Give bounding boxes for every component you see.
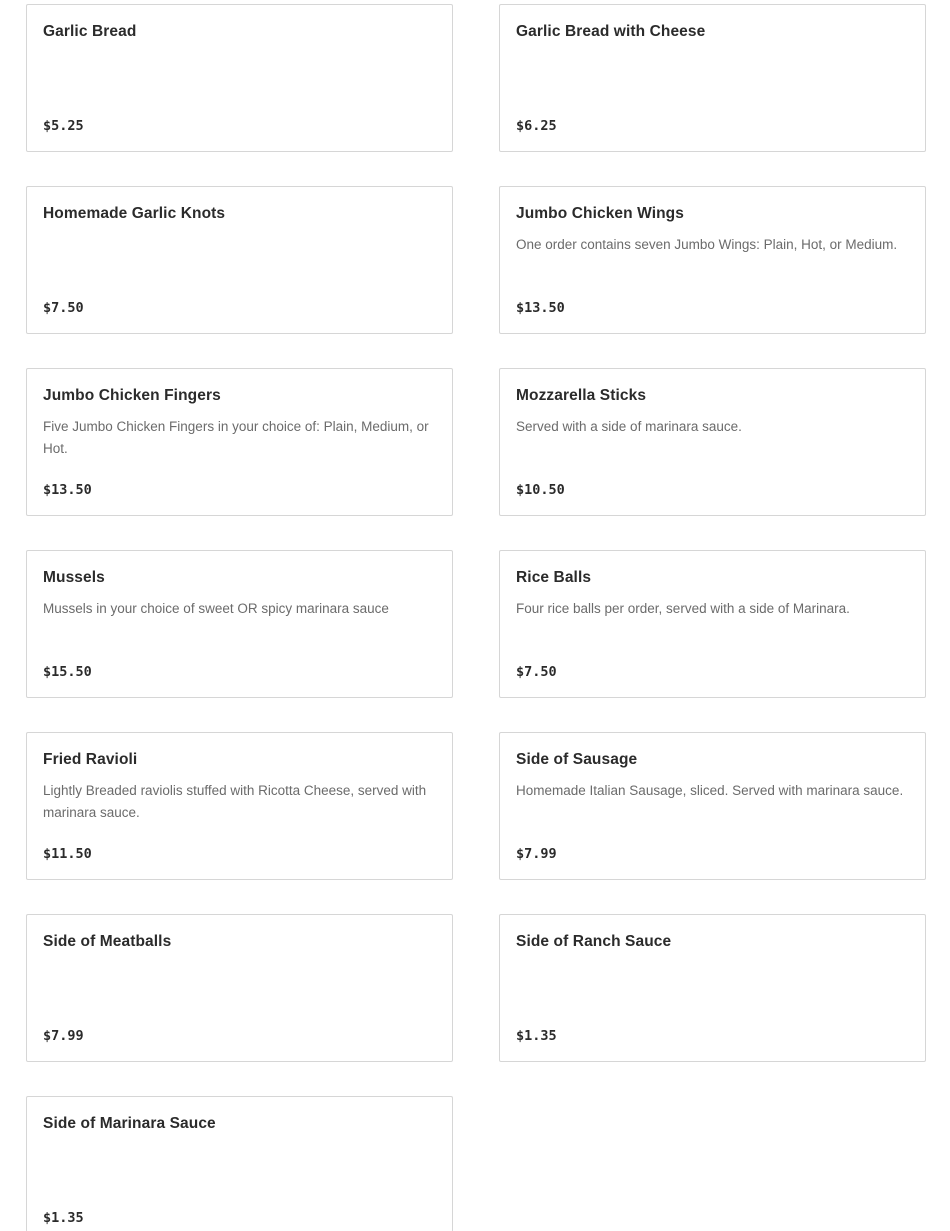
menu-item-price: $6.25 xyxy=(516,118,557,134)
menu-item-name: Side of Ranch Sauce xyxy=(516,933,672,950)
menu-item-name: Fried Ravioli xyxy=(43,751,138,768)
menu-item-description: Five Jumbo Chicken Fingers in your choice of: Plain, Medium, or Hot. xyxy=(43,419,429,456)
menu-item-price: $1.35 xyxy=(516,1028,557,1044)
menu-item-price: $11.50 xyxy=(43,846,92,862)
menu-item-card[interactable] xyxy=(26,1096,453,1231)
menu-item-name: Side of Meatballs xyxy=(43,933,172,950)
menu-item-description: Homemade Italian Sausage, sliced. Served with marinara sauce. xyxy=(516,783,904,798)
menu-item-price: $7.99 xyxy=(516,846,557,862)
menu-item-card[interactable] xyxy=(499,368,926,516)
menu-item-card[interactable] xyxy=(499,550,926,698)
menu-item-card[interactable] xyxy=(26,368,453,516)
menu-item-price: $7.99 xyxy=(43,1028,84,1044)
menu-item-name: Jumbo Chicken Fingers xyxy=(43,387,221,404)
menu-item-price: $5.25 xyxy=(43,118,84,134)
menu-item-price: $7.50 xyxy=(43,300,84,316)
menu-item-card[interactable] xyxy=(26,914,453,1062)
menu-item-card[interactable] xyxy=(499,732,926,880)
menu-item-card[interactable] xyxy=(499,4,926,152)
menu-item-description: Lightly Breaded raviolis stuffed with Ricotta Cheese, served with marinara sauce. xyxy=(43,783,427,820)
menu-item-card[interactable] xyxy=(26,186,453,334)
menu-item-name: Mozzarella Sticks xyxy=(516,387,647,404)
menu-item-name: Garlic Bread xyxy=(43,23,137,40)
menu-item-description: Four rice balls per order, served with a side of Marinara. xyxy=(516,601,850,616)
menu-item-name: Homemade Garlic Knots xyxy=(43,205,226,222)
menu-item-card[interactable] xyxy=(499,914,926,1062)
menu-item-description: One order contains seven Jumbo Wings: Plain, Hot, or Medium. xyxy=(516,237,898,252)
menu-item-price: $10.50 xyxy=(516,482,565,498)
menu-item-price: $1.35 xyxy=(43,1210,84,1226)
menu-item-name: Side of Marinara Sauce xyxy=(43,1115,216,1132)
menu-item-price: $13.50 xyxy=(516,300,565,316)
menu-item-price: $13.50 xyxy=(43,482,92,498)
menu-item-name: Rice Balls xyxy=(516,569,592,586)
menu-item-description: Served with a side of marinara sauce. xyxy=(516,419,742,434)
menu-item-price: $15.50 xyxy=(43,664,92,680)
menu-item-price: $7.50 xyxy=(516,664,557,680)
menu-item-card[interactable] xyxy=(26,4,453,152)
menu-item-card[interactable] xyxy=(499,186,926,334)
menu-item-card[interactable] xyxy=(26,732,453,880)
menu-item-name: Side of Sausage xyxy=(516,751,638,768)
menu-item-card[interactable] xyxy=(26,550,453,698)
menu-item-name: Garlic Bread with Cheese xyxy=(516,23,706,40)
menu-item-name: Jumbo Chicken Wings xyxy=(516,205,684,222)
menu-item-description: Mussels in your choice of sweet OR spicy marinara sauce xyxy=(43,601,389,616)
menu-item-name: Mussels xyxy=(43,569,105,586)
